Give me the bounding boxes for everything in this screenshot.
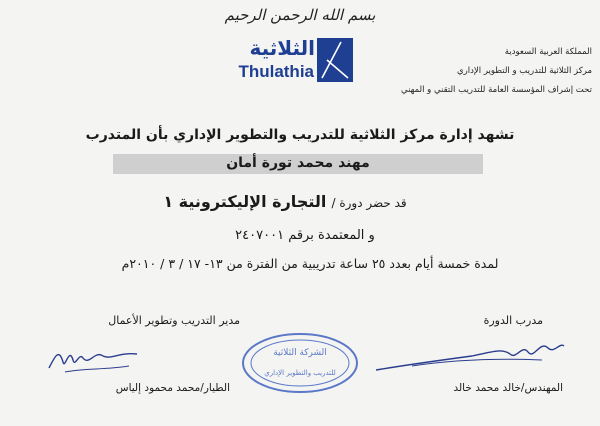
course-duration: لمدة خمسة أيام بعدد ٢٥ ساعة تدريبية من الفترة من ١٣- ١٧ / ٣ / ٢٠١٠م bbox=[121, 256, 499, 271]
header-center: مركز الثلاثية للتدريب و التطوير الإداري bbox=[457, 66, 592, 76]
logo-arabic: الثلاثية bbox=[249, 36, 315, 60]
certified-number: و المعتمدة برقم ٢٤٠٧٠٠١ bbox=[235, 228, 375, 243]
left-signatory-name: الطيار/محمد محمود إلياس bbox=[115, 382, 230, 394]
left-signatory-title: مدير التدريب وتطوير الأعمال bbox=[108, 314, 240, 327]
logo-english: Thulathia bbox=[238, 62, 314, 81]
header-supervision: تحت إشراف المؤسسة العامة للتدريب التقني و المهني bbox=[401, 85, 592, 95]
trainee-name: مهند محمد تورة أمان bbox=[226, 155, 370, 171]
course-name: التجارة الإليكترونية ١ bbox=[163, 192, 327, 211]
course-row bbox=[120, 192, 450, 211]
stamp-seal bbox=[240, 331, 360, 395]
header-country: المملكة العربية السعودية bbox=[504, 47, 592, 57]
right-signature-icon bbox=[372, 330, 568, 376]
stamp-text-top: الشركة الثلاثية bbox=[273, 348, 327, 358]
left-signature-icon bbox=[45, 338, 145, 378]
course-label: قد حضر دورة / bbox=[331, 196, 407, 210]
attest-text: تشهد إدارة مركز الثلاثية للتدريب والتطوير الإداري بأن المتدرب bbox=[85, 127, 515, 143]
basmala: بسم الله الرحمن الرحيم bbox=[224, 6, 376, 24]
right-signatory-title: مدرب الدورة bbox=[483, 314, 543, 327]
stamp-text-bottom: للتدريب والتطوير الإداري bbox=[264, 369, 336, 377]
right-signatory-name: المهندس/خالد محمد خالد bbox=[453, 382, 563, 394]
